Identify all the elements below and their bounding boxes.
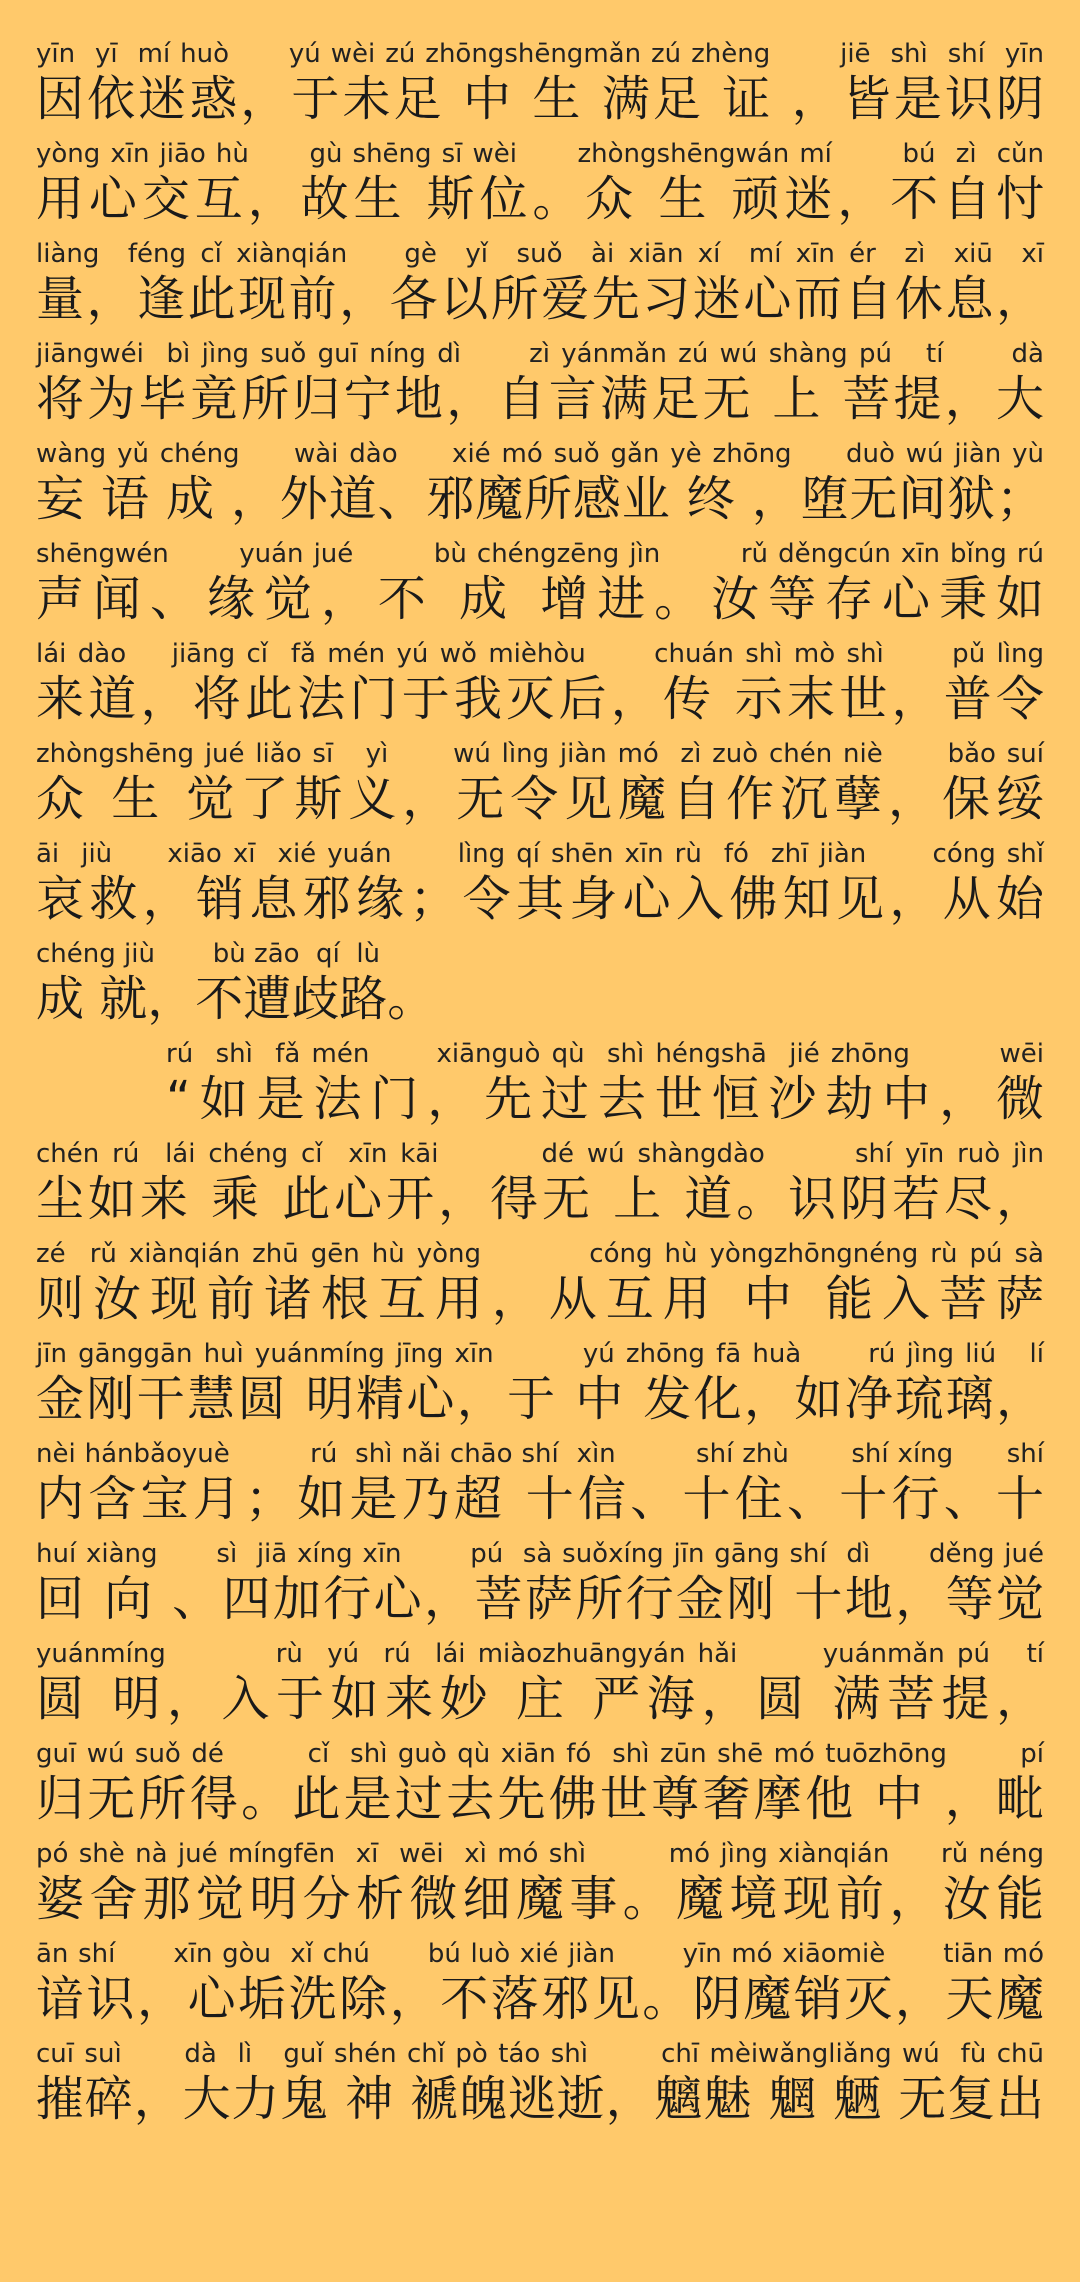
chinese-text: 哀救，销息邪缘；令其身心入佛知见，从始 — [36, 871, 1044, 927]
text-line — [36, 438, 1044, 538]
text-line — [36, 538, 1044, 638]
pinyin-annotation: ān shí xīn gòu xǐ chú bú luò xié jiàn yīn mó xiāomiè tiān mó — [36, 1939, 1044, 1969]
pinyin-annotation: jiāngwéi bì jìng suǒ guī níng dì zì yánmǎn zú wú shàng pú tí dà — [36, 339, 1044, 369]
text-line — [36, 938, 1044, 1038]
text-line — [36, 1438, 1044, 1538]
chinese-text: 金刚干慧圆 明精心，于 中 发化，如净琉璃， — [36, 1371, 1044, 1427]
text-line — [36, 1138, 1044, 1238]
text-line — [36, 338, 1044, 438]
pinyin-annotation: jīn gānggān huì yuánmíng jīng xīn yú zhōng fā huà rú jìng liú lí — [36, 1339, 1044, 1369]
chinese-text: 因依迷惑，于未足 中 生 满足 证 ，皆是识阴 — [36, 71, 1044, 127]
chinese-text: 将为毕竟所归宁地，自言满足无 上 菩提，大 — [36, 371, 1044, 427]
pinyin-annotation: shēngwén yuán jué bù chéngzēng jìn rǔ děngcún xīn bǐng rú — [36, 539, 1044, 569]
pinyin-annotation: āi jiù xiāo xī xié yuán lìng qí shēn xīn rù fó zhī jiàn cóng shǐ — [36, 839, 1044, 869]
pinyin-annotation: wàng yǔ chéng wài dào xié mó suǒ gǎn yè zhōng duò wú jiàn yù — [36, 439, 1044, 469]
pinyin-annotation: yòng xīn jiāo hù gù shēng sī wèi zhòngshēngwán mí bú zì cǔn — [36, 139, 1044, 169]
pinyin-annotation: chéng jiù bù zāo qí lù — [36, 939, 381, 969]
chinese-text: 众 生 觉了斯义，无令见魔自作沉孽，保绥 — [36, 771, 1044, 827]
pinyin-annotation: chén rú lái chéng cǐ xīn kāi dé wú shàngdào shí yīn ruò jìn — [36, 1139, 1044, 1169]
text-line — [36, 1238, 1044, 1338]
text-line — [36, 738, 1044, 838]
text-line — [36, 138, 1044, 238]
chinese-text: 谙识，心垢洗除，不落邪见。阴魔销灭，天魔 — [36, 1971, 1044, 2027]
chinese-text: 则汝现前诸根互用，从互用 中 能入菩萨 — [36, 1271, 1044, 1327]
pinyin-annotation: rú shì fǎ mén xiānguò qù shì héngshā jié zhōng wēi — [166, 1039, 1044, 1069]
pinyin-annotation: lái dào jiāng cǐ fǎ mén yú wǒ mièhòu chuán shì mò shì pǔ lìng — [36, 639, 1044, 669]
text-line — [36, 1838, 1044, 1938]
pinyin-annotation: zé rǔ xiànqián zhū gēn hù yòng cóng hù yòngzhōngnéng rù pú sà — [36, 1239, 1044, 1269]
pinyin-annotation: zhòngshēng jué liǎo sī yì wú lìng jiàn mó zì zuò chén niè bǎo suí — [36, 739, 1044, 769]
pinyin-annotation: yīn yī mí huò yú wèi zú zhōngshēngmǎn zú zhèng jiē shì shí yīn — [36, 39, 1044, 69]
chinese-text: 量，逢此现前，各以所爱先习迷心而自休息， — [36, 271, 1044, 327]
chinese-text: 圆 明，入于如来妙 庄 严海，圆 满菩提， — [36, 1671, 1044, 1727]
text-line — [36, 1038, 1044, 1138]
text-line — [36, 1538, 1044, 1638]
chinese-text: “如是法门，先过去世恒沙劫中，微 — [166, 1071, 1044, 1127]
chinese-text: 妄 语 成 ，外道、邪魔所感业 终 ，堕无间狱； — [36, 471, 1044, 527]
chinese-text: 成 就，不遭歧路。 — [36, 971, 436, 1027]
chinese-text: 摧碎，大力鬼 神 褫魄逃逝，魑魅 魍 魉 无复出 — [36, 2071, 1044, 2127]
chinese-text: 声闻、缘觉，不 成 增进。汝等存心秉如 — [36, 571, 1044, 627]
text-line — [36, 1638, 1044, 1738]
chinese-text: 内含宝月；如是乃超 十信、十住、十行、十 — [36, 1471, 1044, 1527]
pinyin-annotation: cuī suì dà lì guǐ shén chǐ pò táo shì chī mèiwǎngliǎng wú fù chū — [36, 2039, 1044, 2069]
pinyin-annotation: liàng féng cǐ xiànqián gè yǐ suǒ ài xiān xí mí xīn ér zì xiū xī — [36, 239, 1044, 269]
pinyin-annotation: pó shè nà jué míngfēn xī wēi xì mó shì mó jìng xiànqián rǔ néng — [36, 1839, 1044, 1869]
chinese-text: 尘如来 乘 此心开，得无 上 道。识阴若尽， — [36, 1171, 1044, 1227]
chinese-text: 归无所得。此是过去先佛世尊奢摩他 中 ，毗 — [36, 1771, 1044, 1827]
text-line — [36, 2038, 1044, 2138]
text-line — [36, 238, 1044, 338]
chinese-text: 回 向 、四加行心，菩萨所行金刚 十地，等觉 — [36, 1571, 1044, 1627]
text-line — [36, 838, 1044, 938]
pinyin-annotation: huí xiàng sì jiā xíng xīn pú sà suǒxíng jīn gāng shí dì děng jué — [36, 1539, 1044, 1569]
chinese-text: 用心交互，故生 斯位。众 生 顽迷，不自忖 — [36, 171, 1044, 227]
text-line — [36, 638, 1044, 738]
chinese-text: 婆舍那觉明分析微细魔事。魔境现前，汝能 — [36, 1871, 1044, 1927]
pinyin-annotation: guī wú suǒ dé cǐ shì guò qù xiān fó shì zūn shē mó tuōzhōng pí — [36, 1739, 1044, 1769]
chinese-text: 来道，将此法门于我灭后，传 示末世，普令 — [36, 671, 1044, 727]
text-line — [36, 1938, 1044, 2038]
text-line — [36, 1738, 1044, 1838]
text-line — [36, 38, 1044, 138]
pinyin-annotation: nèi hánbǎoyuè rú shì nǎi chāo shí xìn shí zhù shí xíng shí — [36, 1439, 1044, 1469]
text-line — [36, 1338, 1044, 1438]
pinyin-annotation: yuánmíng rù yú rú lái miàozhuāngyán hǎi yuánmǎn pú tí — [36, 1639, 1044, 1669]
